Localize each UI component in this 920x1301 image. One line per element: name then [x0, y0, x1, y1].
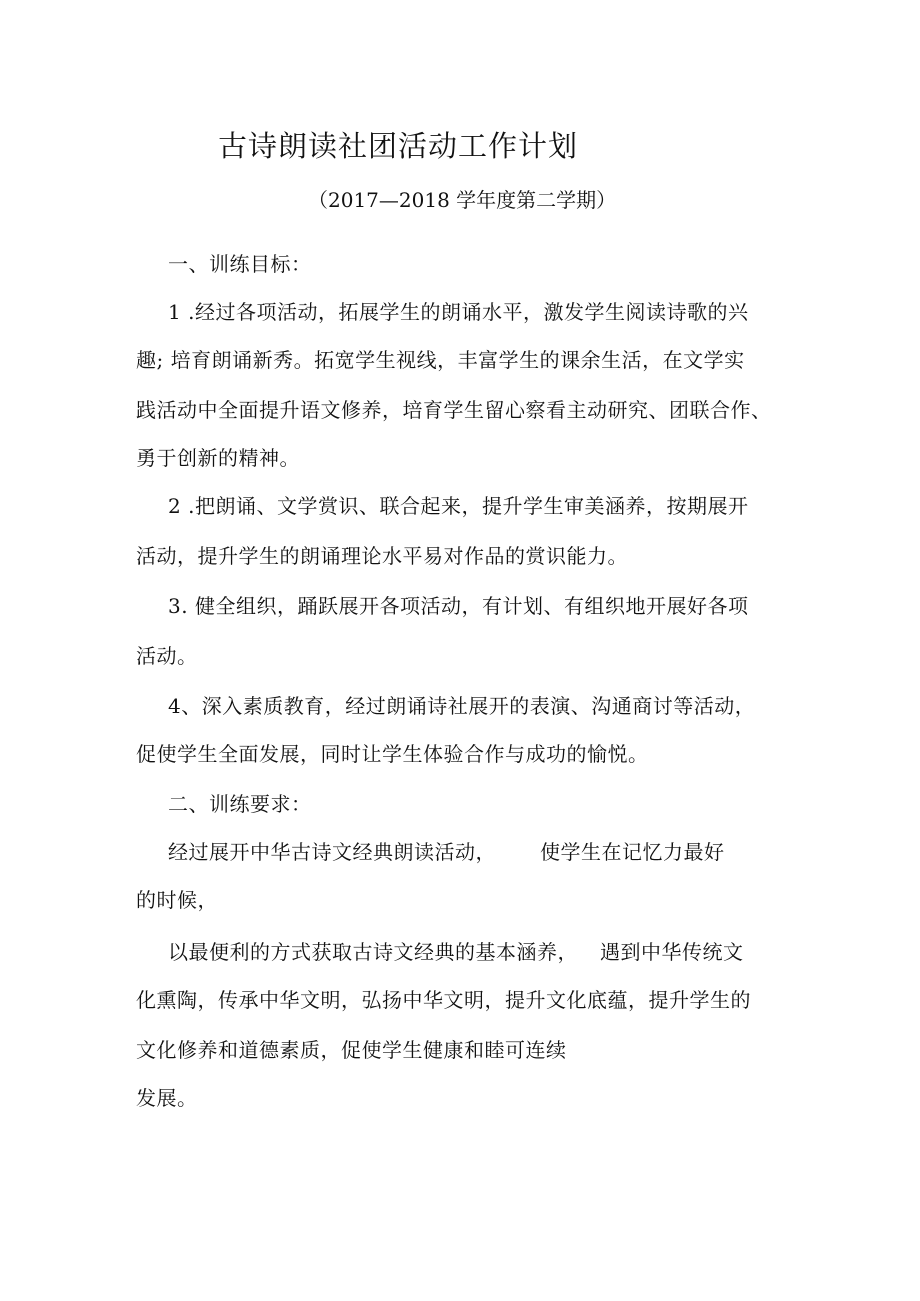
- section1-heading: 一、训练目标：: [168, 252, 312, 276]
- para2-line2: 化熏陶，传承中华文明，弘扬中华文明，提升文化底蕴，提升学生的: [136, 988, 751, 1012]
- para2-line1: [168, 938, 744, 966]
- item1-line3: 践活动中全面提升语文修养，培育学生留心察看主动研究、团联合作、: [136, 398, 772, 422]
- section2-heading: 二、训练要求：: [168, 792, 312, 816]
- document-subtitle: （2017—2018 学年度第二学期）: [308, 188, 617, 212]
- para1-line1: [168, 838, 725, 866]
- item1-line4: 勇于创新的精神。: [136, 446, 300, 470]
- para1-line1-part1: 经过展开中华古诗文经典朗读活动，: [168, 840, 496, 864]
- item1-line1: 1 .经过各项活动，拓展学生的朗诵水平，激发学生阅读诗歌的兴: [168, 300, 749, 324]
- item2-line2: 活动，提升学生的朗诵理论水平易对作品的赏识能力。: [136, 544, 628, 568]
- document-title: 古诗朗读社团活动工作计划: [218, 129, 579, 163]
- item1-line2: 趣; 培育朗诵新秀。拓宽学生视线，丰富学生的课余生活，在文学实: [136, 348, 745, 372]
- para1-line1-part2: 使学生在记忆力最好: [540, 840, 725, 864]
- para2-line4: 发展。: [136, 1086, 198, 1110]
- item4-line1: 4、深入素质教育，经过朗诵诗社展开的表演、沟通商讨等活动，: [168, 694, 756, 718]
- para2-line1-part2: 遇到中华传统文: [600, 940, 744, 964]
- item4-line2: 促使学生全面发展，同时让学生体验合作与成功的愉悦。: [136, 742, 649, 766]
- item3-line1: 3. 健全组织，踊跃展开各项活动，有计划、有组织地开展好各项: [168, 594, 749, 618]
- para2-line3: 文化修养和道德素质，促使学生健康和睦可连续: [136, 1038, 567, 1062]
- para1-line2: 的时候，: [136, 888, 218, 912]
- item2-line1: 2 .把朗诵、文学赏识、联合起来，提升学生审美涵养，按期展开: [168, 494, 749, 518]
- para2-line1-part1: 以最便利的方式获取古诗文经典的基本涵养，: [168, 940, 578, 964]
- item3-line2: 活动。: [136, 644, 198, 668]
